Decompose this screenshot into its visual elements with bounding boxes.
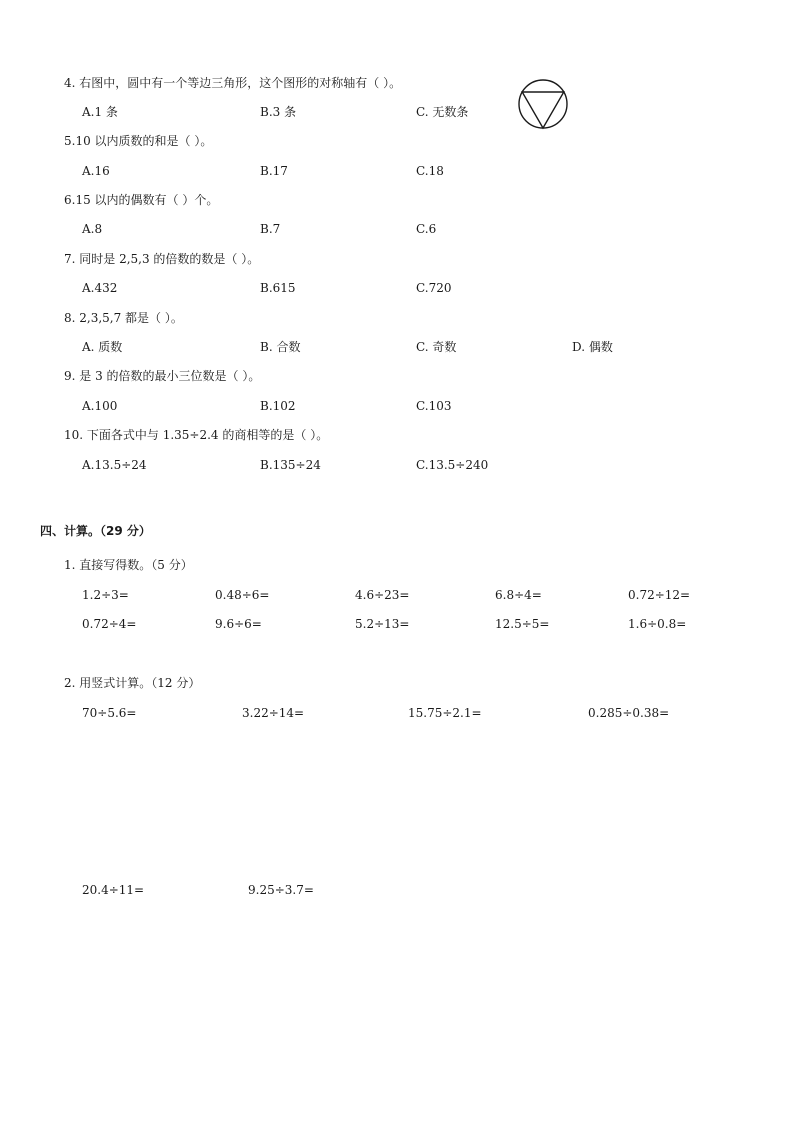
- question-6-option-b: B.7: [260, 222, 281, 236]
- oral-calc-item: 1.2÷3=: [82, 588, 129, 602]
- question-7-option-b: B.615: [260, 281, 296, 295]
- question-4-option-b: B.3 条: [260, 105, 297, 119]
- question-5-option-c: C.18: [416, 164, 444, 178]
- oral-calc-item: 1.6÷0.8=: [628, 617, 687, 631]
- question-6-option-a: A.8: [82, 222, 103, 236]
- vertical-calc-item: 15.75÷2.1=: [408, 706, 482, 720]
- question-9-option-a: A.100: [82, 399, 118, 413]
- oral-calc-item: 0.72÷12=: [628, 588, 691, 602]
- vertical-calc-item: 9.25÷3.7=: [248, 883, 314, 897]
- vertical-calc-item: 0.285÷0.38=: [588, 706, 670, 720]
- question-8-option-a: A. 质数: [82, 340, 123, 354]
- question-9-stem: 9. 是 3 的倍数的最小三位数是（ ）。: [64, 369, 261, 383]
- question-9-option-b: B.102: [260, 399, 296, 413]
- question-7-option-c: C.720: [416, 281, 452, 295]
- oral-calc-item: 0.48÷6=: [215, 588, 270, 602]
- question-7-stem: 7. 同时是 2,5,3 的倍数的数是（ ）。: [64, 252, 260, 266]
- question-8-option-c: C. 奇数: [416, 340, 457, 354]
- vertical-calc-item: 20.4÷11=: [82, 883, 145, 897]
- question-4-option-c: C. 无数条: [416, 105, 469, 119]
- figure-circle: [519, 80, 567, 128]
- part-1-title: 1. 直接写得数。（5 分）: [64, 558, 193, 572]
- oral-calc-item: 6.8÷4=: [495, 588, 542, 602]
- oral-calc-item: 4.6÷23=: [355, 588, 410, 602]
- circle-triangle-figure: [517, 78, 569, 130]
- question-8-option-b: B. 合数: [260, 340, 301, 354]
- question-4-stem: 4. 右图中，圆中有一个等边三角形，这个图形的对称轴有（ ）。: [64, 76, 402, 90]
- question-10-option-a: A.13.5÷24: [82, 458, 147, 472]
- question-8-option-d: D. 偶数: [572, 340, 613, 354]
- question-5-option-b: B.17: [260, 164, 288, 178]
- question-6-option-c: C.6: [416, 222, 437, 236]
- question-9-option-c: C.103: [416, 399, 452, 413]
- question-10-option-b: B.135÷24: [260, 458, 321, 472]
- question-10-option-c: C.13.5÷240: [416, 458, 489, 472]
- question-8-stem: 8. 2,3,5,7 都是（ ）。: [64, 311, 183, 325]
- oral-calc-item: 12.5÷5=: [495, 617, 550, 631]
- part-2-title: 2. 用竖式计算。（12 分）: [64, 676, 201, 690]
- vertical-calc-item: 70÷5.6=: [82, 706, 137, 720]
- question-5-stem: 5.10 以内质数的和是（ ）。: [64, 134, 213, 148]
- vertical-calc-item: 3.22÷14=: [242, 706, 305, 720]
- oral-calc-item: 9.6÷6=: [215, 617, 262, 631]
- question-4-option-a: A.1 条: [82, 105, 118, 119]
- question-5-option-a: A.16: [82, 164, 110, 178]
- section-4-title: 四、计算。（29 分）: [40, 524, 151, 538]
- oral-calc-item: 0.72÷4=: [82, 617, 137, 631]
- oral-calc-item: 5.2÷13=: [355, 617, 410, 631]
- question-6-stem: 6.15 以内的偶数有（ ）个。: [64, 193, 219, 207]
- question-10-stem: 10. 下面各式中与 1.35÷2.4 的商相等的是（ ）。: [64, 428, 329, 442]
- question-7-option-a: A.432: [82, 281, 118, 295]
